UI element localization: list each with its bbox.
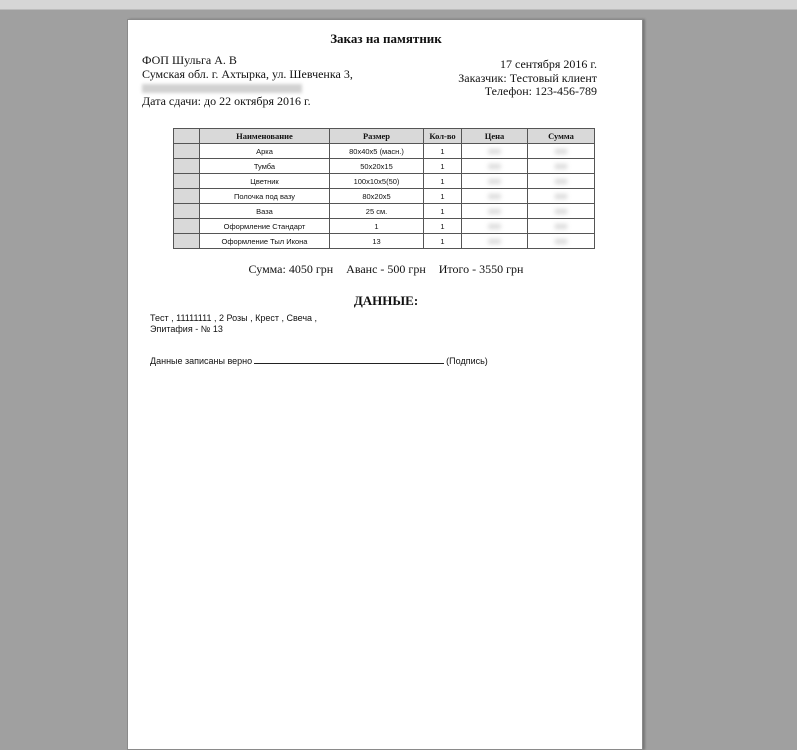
phone-label: Телефон:	[484, 84, 532, 98]
row-index	[174, 204, 200, 219]
header-price: Цена	[462, 129, 528, 144]
table-row	[174, 189, 595, 204]
row-qty: 1	[424, 234, 462, 249]
row-sum-redacted: 000	[528, 174, 595, 189]
row-qty: 1	[424, 159, 462, 174]
row-qty: 1	[424, 144, 462, 159]
signature-prefix: Данные записаны верно	[150, 356, 253, 366]
row-sum-redacted: 000	[528, 144, 595, 159]
table-row	[174, 204, 595, 219]
phone	[458, 85, 597, 99]
seller-name: ФОП Шульга А. В	[142, 53, 237, 67]
header-name: Наименование	[200, 129, 330, 144]
row-price-redacted: 000	[462, 174, 528, 189]
header-size: Размер	[330, 129, 424, 144]
document-page	[127, 19, 643, 750]
due-date-value: до 22 октября 2016 г.	[204, 93, 311, 108]
row-size: 50x20x15	[330, 159, 424, 174]
row-price-redacted: 000	[462, 144, 528, 159]
row-sum-redacted: 000	[528, 189, 595, 204]
row-name: Тумба	[200, 159, 330, 174]
row-sum-redacted: 000	[528, 159, 595, 174]
table-row	[174, 234, 595, 249]
row-price-redacted: 000	[462, 219, 528, 234]
row-index	[174, 234, 200, 249]
seller-address: Сумская обл. г. Ахтырка, ул. Шевченка 3,	[142, 66, 353, 81]
table-row	[174, 144, 595, 159]
row-qty: 1	[424, 204, 462, 219]
row-index	[174, 159, 200, 174]
row-index	[174, 174, 200, 189]
row-price-redacted: 000	[462, 234, 528, 249]
table-row	[174, 174, 595, 189]
table-row	[174, 159, 595, 174]
data-text	[150, 313, 317, 335]
order-table	[173, 128, 595, 249]
row-size: 100x10x5(50)	[330, 174, 424, 189]
row-qty: 1	[424, 174, 462, 189]
viewer-toolbar	[0, 0, 797, 10]
advance: Аванс - 500 грн	[346, 262, 426, 276]
row-name: Ваза	[200, 204, 330, 219]
due-date	[142, 95, 353, 109]
row-qty: 1	[424, 189, 462, 204]
row-size: 80x40x5 (масн.)	[330, 144, 424, 159]
due-date-label: Дата сдачи:	[142, 93, 201, 108]
row-name: Цветник	[200, 174, 330, 189]
row-sum-redacted: 000	[528, 234, 595, 249]
row-sum-redacted: 000	[528, 204, 595, 219]
grand-total: Итого - 3550 грн	[438, 262, 524, 276]
phone-value: 123-456-789	[535, 84, 597, 98]
data-heading: ДАННЫЕ:	[353, 293, 419, 308]
totals-line	[128, 262, 644, 277]
data-line-1: Тест , 11111111 , 2 Розы , Крест , Свеча ,	[150, 313, 318, 323]
row-name: Оформление Тыл Икона	[200, 234, 330, 249]
row-size: 13	[330, 234, 424, 249]
row-name: Полочка под вазу	[200, 189, 330, 204]
row-price-redacted: 000	[462, 204, 528, 219]
signature-underline	[254, 356, 444, 364]
signature-line	[150, 356, 488, 366]
signature-suffix: (Подпись)	[446, 356, 488, 366]
document-title: Заказ на памятник	[330, 31, 442, 46]
data-line-2: Эпитафия - № 13	[150, 324, 223, 334]
row-index	[174, 189, 200, 204]
customer	[458, 72, 597, 86]
total-sum: Сумма: 4050 грн	[248, 262, 334, 276]
row-sum-redacted: 000	[528, 219, 595, 234]
customer-info	[458, 58, 597, 99]
row-price-redacted: 000	[462, 189, 528, 204]
seller-info	[142, 54, 353, 108]
customer-label: Заказчик:	[458, 70, 507, 85]
header-qty: Кол-во	[424, 129, 462, 144]
row-size: 80x20x5	[330, 189, 424, 204]
row-name: Арка	[200, 144, 330, 159]
row-qty: 1	[424, 219, 462, 234]
header-index	[174, 129, 200, 144]
table-row	[174, 219, 595, 234]
row-size: 1	[330, 219, 424, 234]
row-name: Оформление Стандарт	[200, 219, 330, 234]
table-header-row	[174, 129, 595, 144]
row-index	[174, 219, 200, 234]
header-sum: Сумма	[528, 129, 595, 144]
seller-phones-redacted	[142, 81, 353, 95]
row-index	[174, 144, 200, 159]
row-size: 25 см.	[330, 204, 424, 219]
row-price-redacted: 000	[462, 159, 528, 174]
order-date: 17 сентября 2016 г.	[499, 57, 597, 71]
customer-value: Тестовый клиент	[509, 70, 597, 85]
